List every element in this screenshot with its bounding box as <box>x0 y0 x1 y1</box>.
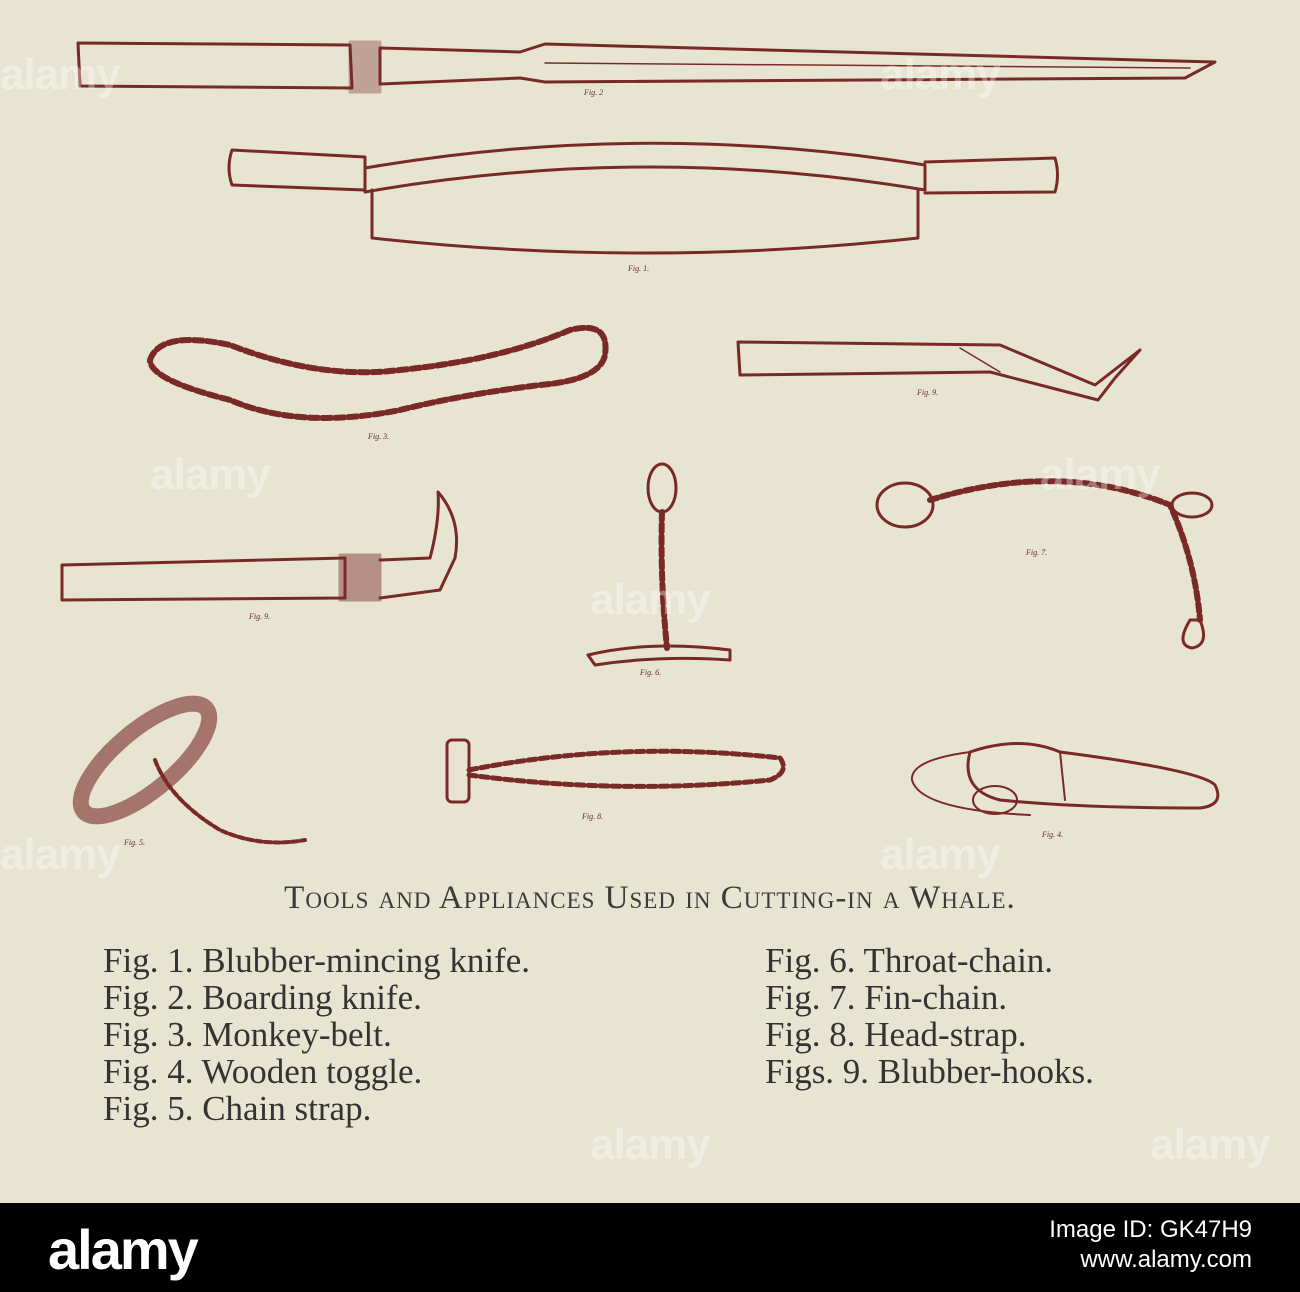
fig-label-boarding-knife: Fig. 2 <box>584 88 604 97</box>
watermark: alamy <box>880 50 1000 99</box>
watermark: alamy <box>1150 1120 1270 1169</box>
watermark: alamy <box>150 450 270 499</box>
watermark: alamy <box>1040 450 1160 499</box>
site-url: www.alamy.com <box>1080 1246 1252 1273</box>
throat-chain-drawing <box>588 464 730 665</box>
image-id: Image ID: GK47H9 <box>1049 1216 1252 1243</box>
fig-label-head-strap: Fig. 8. <box>582 812 604 821</box>
legend-item: Fig. 5. Chain strap. <box>103 1089 372 1128</box>
watermark: alamy <box>590 1120 710 1169</box>
legend-item: Fig. 3. Monkey-belt. <box>103 1015 392 1054</box>
fig-label-small-hook: Fig. 9. <box>917 388 939 397</box>
legend-item: Fig. 8. Head-strap. <box>765 1015 1027 1054</box>
legend-left <box>103 942 530 1127</box>
caption-title: Tools and Appliances Used in Cutting-in a Whale. <box>284 880 1016 916</box>
watermark: alamy <box>0 50 120 99</box>
watermark: alamy <box>590 575 710 624</box>
fig-label-throat-chain: Fig. 6. <box>640 668 662 677</box>
chain-strap-drawing <box>64 686 305 843</box>
fin-chain-drawing <box>877 481 1212 648</box>
legend-right <box>765 942 1094 1090</box>
fig-label-large-hook: Fig. 9. <box>249 612 271 621</box>
legend-item: Fig. 6. Throat-chain. <box>765 941 1054 980</box>
legend-item: Fig. 4. Wooden toggle. <box>103 1052 423 1091</box>
mincing-knife-drawing <box>229 143 1058 253</box>
image-id-block <box>1049 1215 1252 1275</box>
footer-bar <box>0 1203 1300 1292</box>
alamy-logo: alamy <box>48 1218 197 1281</box>
legend-item: Figs. 9. Blubber-hooks. <box>765 1052 1094 1091</box>
legend-item: Fig. 7. Fin-chain. <box>765 978 1008 1017</box>
watermark: alamy <box>0 830 120 879</box>
fig-label-toggle: Fig. 4. <box>1042 830 1064 839</box>
fig-label-monkey-belt: Fig. 3. <box>368 432 390 441</box>
wooden-toggle-drawing <box>912 744 1218 816</box>
fig-label-fin-chain: Fig. 7. <box>1026 548 1048 557</box>
small-hook-drawing <box>738 342 1140 400</box>
legend-item: Fig. 2. Boarding knife. <box>103 978 422 1017</box>
fig-label-chain-strap: Fig. 5. <box>124 838 146 847</box>
head-strap-drawing <box>447 740 783 802</box>
large-hook-drawing <box>62 492 457 600</box>
legend-item: Fig. 1. Blubber-mincing knife. <box>103 941 531 980</box>
fig-label-mincing-knife: Fig. 1. <box>628 264 650 273</box>
monkey-belt-drawing <box>150 328 606 418</box>
watermark: alamy <box>880 830 1000 879</box>
boarding-knife-drawing <box>78 42 1215 92</box>
